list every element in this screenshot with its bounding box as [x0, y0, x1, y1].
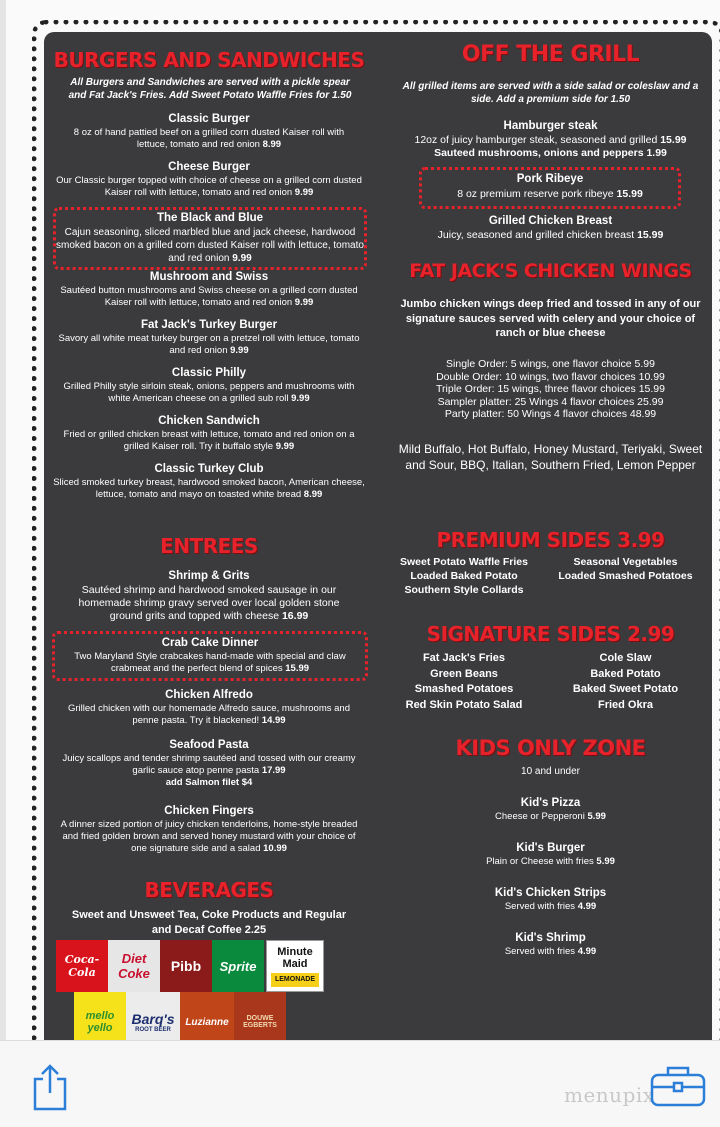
signature-sides-list — [389, 651, 712, 713]
logo-text: Sprite — [219, 958, 257, 974]
bottom-toolbar — [0, 1040, 720, 1127]
item-price: 15.99 — [616, 188, 643, 200]
share-icon[interactable] — [30, 1063, 70, 1111]
coca-cola-logo — [56, 940, 108, 992]
wings-intro: Jumbo chicken wings deep fried and tossed in any of our signature sauces served with celery and your choice of ranch or blue cheese — [400, 298, 701, 339]
logo-text: Barq's — [131, 1011, 175, 1027]
item-name: Pork Ribeye — [516, 173, 584, 185]
item-name: Fat Jack's Turkey Burger — [140, 319, 278, 331]
side-item: Baked Sweet Potato — [572, 683, 679, 695]
premium-sides-list — [389, 555, 712, 597]
item-price: 8.99 — [303, 489, 323, 500]
menu-item — [44, 804, 374, 855]
menu-item — [44, 270, 374, 309]
wing-order: Double Order: 10 wings, two flavor choices 10.99 — [436, 370, 665, 383]
item-extra: Sauteed mushrooms, onions and peppers 1.99 — [434, 147, 667, 159]
side-item: Loaded Smashed Potatoes — [558, 570, 693, 582]
side-item: Baked Potato — [590, 667, 661, 680]
menu-item — [389, 841, 712, 868]
wing-order: Triple Order: 15 wings, three flavor choices 15.99 — [436, 383, 665, 395]
item-desc: Cajun seasoning, sliced marbled blue and jack cheese, hardwood smoked bacon on a grilled corn dusted Kaiser roll with lettuce, tomato and red onion — [56, 227, 364, 264]
item-name: Classic Philly — [171, 367, 247, 379]
item-extra: add Salmon filet $4 — [165, 777, 253, 788]
burgers-intro: All Burgers and Sandwiches are served with a pickle spear and Fat Jack's Fries. Add Sweet Potato Waffle Fries for 1.50 — [68, 77, 352, 101]
item-name: The Black and Blue — [156, 212, 264, 224]
wings-title: FAT JACK'S CHICKEN WINGS — [409, 260, 692, 282]
item-desc: Sautéed shrimp and hardwood smoked sausage in our homemade shrimp gravy served over local golden stone ground grits and topped with cheese — [78, 584, 340, 622]
signature-sides-col-2 — [539, 651, 712, 713]
side-item: Cole Slaw — [599, 652, 652, 664]
sprite-logo — [212, 940, 264, 992]
item-desc: Juicy, seasoned and grilled chicken breast — [437, 229, 635, 241]
logo-text: Diet Coke — [118, 951, 150, 981]
logo-subtext: ROOT BEER — [135, 1027, 171, 1033]
beverages-line-1: Sweet and Unsweet Tea, Coke Products and Regular — [71, 909, 347, 921]
logo-text: Coca-Cola — [64, 953, 100, 979]
logo-subtext: LEMONADE — [271, 973, 319, 987]
toolbox-icon[interactable] — [648, 1061, 708, 1109]
burgers-title: BURGERS AND SANDWICHES — [53, 48, 365, 72]
premium-sides-col-2 — [539, 555, 712, 597]
logo-text: mello yello — [85, 1010, 115, 1034]
item-name: Crab Cake Dinner — [161, 637, 259, 649]
wing-order: Party platter: 50 Wings 4 flavor choices 48.99 — [444, 408, 657, 420]
side-item: Fried Okra — [597, 698, 654, 711]
item-price: 15.99 — [285, 663, 310, 674]
item-desc: Savory all white meat turkey burger on a pretzel roll with lettuce, tomato and red onion — [58, 333, 360, 356]
item-name: Mushroom and Swiss — [149, 271, 269, 283]
menu-item — [389, 214, 712, 242]
item-price: 15.99 — [637, 229, 664, 241]
menu-item — [44, 688, 374, 727]
beverages-text — [44, 908, 374, 938]
wing-order: Sampler platter: 25 Wings 4 flavor choices 25.99 — [437, 395, 664, 408]
logo-text: Pibb — [170, 958, 202, 974]
minute-maid-logo — [266, 940, 324, 992]
side-item: Fat Jack's Fries — [422, 652, 506, 664]
item-desc: Our Classic burger topped with choice of cheese on a grilled corn dusted Kaiser roll with lettuce, tomato and red onion — [56, 175, 362, 198]
grill-title: OFF THE GRILL — [461, 42, 640, 67]
kids-title: KIDS ONLY ZONE — [455, 736, 646, 760]
menu-item — [389, 796, 712, 823]
diet-coke-logo — [108, 940, 160, 992]
side-item: Green Beans — [430, 667, 498, 680]
side-item: Seasonal Vegetables — [573, 556, 678, 568]
item-name: Kid's Burger — [516, 842, 585, 854]
logo-text: DOUWE EGBERTS — [243, 1015, 277, 1029]
item-name: Grilled Chicken Breast — [488, 215, 613, 227]
item-desc: Sautéed button mushrooms and Swiss cheese on a grilled corn dusted Kaiser roll with lettuce, tomato and red onion — [60, 285, 358, 308]
item-desc: Cheese or Pepperoni — [495, 811, 585, 822]
wing-flavors: Mild Buffalo, Hot Buffalo, Honey Mustard, Teriyaki, Sweet and Sour, BBQ, Italian, Southern Fried, Lemon Pepper — [398, 442, 703, 472]
item-price: 9.99 — [291, 393, 310, 404]
item-price: 5.99 — [587, 811, 606, 822]
wings-orders — [389, 358, 712, 421]
item-name: Kid's Shrimp — [515, 932, 586, 944]
menu-item — [44, 112, 374, 151]
menu-item — [389, 119, 712, 160]
logo-text: Luzianne — [185, 1016, 229, 1028]
side-item: Loaded Baked Potato — [410, 570, 518, 582]
item-price: 10.99 — [263, 843, 287, 854]
pibb-logo — [160, 940, 212, 992]
item-desc: 8 oz premium reserve pork ribeye — [457, 188, 614, 200]
item-name: Chicken Fingers — [164, 805, 254, 817]
signature-sides-title: SIGNATURE SIDES 2.99 — [426, 622, 675, 646]
item-name: Seafood Pasta — [169, 739, 249, 751]
menu-item — [44, 738, 374, 789]
item-desc: Fried or grilled chicken breast with lettuce, tomato and red onion on a grilled Kaiser roll. Try it buffalo style — [63, 429, 355, 452]
menu-item — [389, 886, 712, 913]
kids-subtitle: 10 and under — [521, 766, 580, 777]
item-desc: Sliced smoked turkey breast, hardwood smoked bacon, American cheese, lettuce, tomato and mayo on toasted white bread — [53, 477, 365, 500]
item-price: 14.99 — [261, 715, 286, 726]
item-name: Chicken Alfredo — [165, 689, 253, 701]
item-price: 9.99 — [275, 441, 295, 452]
item-desc: Two Maryland Style crabcakes hand-made with special and claw crabmeat and the perfect blend of spices — [74, 651, 346, 674]
item-name: Shrimp & Grits — [168, 570, 250, 582]
entrees-title: ENTREES — [160, 534, 258, 558]
item-price: 5.99 — [596, 856, 615, 867]
item-price: 16.99 — [281, 610, 309, 622]
item-price: 9.99 — [230, 345, 249, 356]
menu-item — [44, 366, 374, 405]
menu-item — [44, 569, 374, 623]
item-name: Hamburger steak — [503, 120, 598, 132]
menu-item — [389, 931, 712, 958]
beverages-title: BEVERAGES — [144, 878, 274, 902]
wing-order: Single Order: 5 wings, one flavor choice 5.99 — [446, 358, 655, 370]
menu-board — [44, 32, 712, 1052]
menu-item — [44, 414, 374, 453]
menupix-watermark: menupix — [564, 1083, 655, 1107]
item-price: 9.99 — [232, 253, 252, 264]
item-price: 17.99 — [261, 765, 286, 776]
beverages-line-2: and Decaf Coffee 2.25 — [151, 924, 267, 936]
item-price: 4.99 — [577, 946, 597, 957]
item-desc: A dinner sized portion of juicy chicken tenderloins, home-style breaded and fried golden brown and served honey mustard with your choice of one signature side and a salad — [60, 819, 358, 854]
item-desc: 8 oz of hand pattied beef on a grilled corn dusted Kaiser roll with lettuce, tomato and red onion — [73, 127, 345, 150]
item-price: 8.99 — [262, 139, 282, 150]
item-price: 9.99 — [294, 187, 314, 198]
item-desc: Grilled Philly style sirloin steak, onions, peppers and mushrooms with white American cheese on a grilled sub roll — [63, 381, 355, 404]
item-desc: Juicy scallops and tender shrimp sautéed and tossed with our creamy garlic sauce atop penne pasta — [62, 753, 356, 776]
item-desc: Plain or Cheese with fries — [486, 856, 594, 867]
featured-item — [52, 631, 368, 681]
premium-sides-title: PREMIUM SIDES 3.99 — [436, 528, 665, 552]
item-name: Kid's Pizza — [520, 797, 581, 809]
logo-text: Minute Maid — [277, 945, 313, 970]
item-price: 4.99 — [577, 901, 597, 912]
item-name: Classic Turkey Club — [154, 463, 264, 475]
signature-sides-col-1 — [389, 651, 539, 713]
item-price: 9.99 — [294, 297, 314, 308]
item-price: 15.99 — [660, 134, 687, 146]
featured-item — [53, 207, 367, 270]
side-item: Sweet Potato Waffle Fries — [400, 556, 528, 568]
item-desc: 12oz of juicy hamburger steak, seasoned and grilled — [414, 134, 658, 146]
item-desc: Served with fries — [504, 946, 576, 957]
grill-intro: All grilled items are served with a side salad or coleslaw and a side. Add a premium side for 1.50 — [402, 81, 699, 105]
menu-item — [44, 462, 374, 501]
menu-item — [44, 160, 374, 199]
item-name: Kid's Chicken Strips — [494, 887, 607, 899]
item-desc: Grilled chicken with our homemade Alfredo sauce, mushrooms and penne pasta. Try it blackened! — [68, 703, 350, 726]
featured-item — [419, 167, 681, 209]
item-name: Chicken Sandwich — [158, 415, 260, 427]
menu-item — [44, 318, 374, 357]
item-name: Classic Burger — [168, 113, 250, 125]
item-desc: Served with fries — [504, 901, 576, 912]
side-item: Red Skin Potato Salad — [405, 698, 523, 711]
side-item: Southern Style Collards — [404, 584, 524, 596]
side-item: Smashed Potatoes — [414, 683, 514, 695]
premium-sides-col-1 — [389, 555, 539, 597]
item-name: Cheese Burger — [168, 161, 250, 173]
